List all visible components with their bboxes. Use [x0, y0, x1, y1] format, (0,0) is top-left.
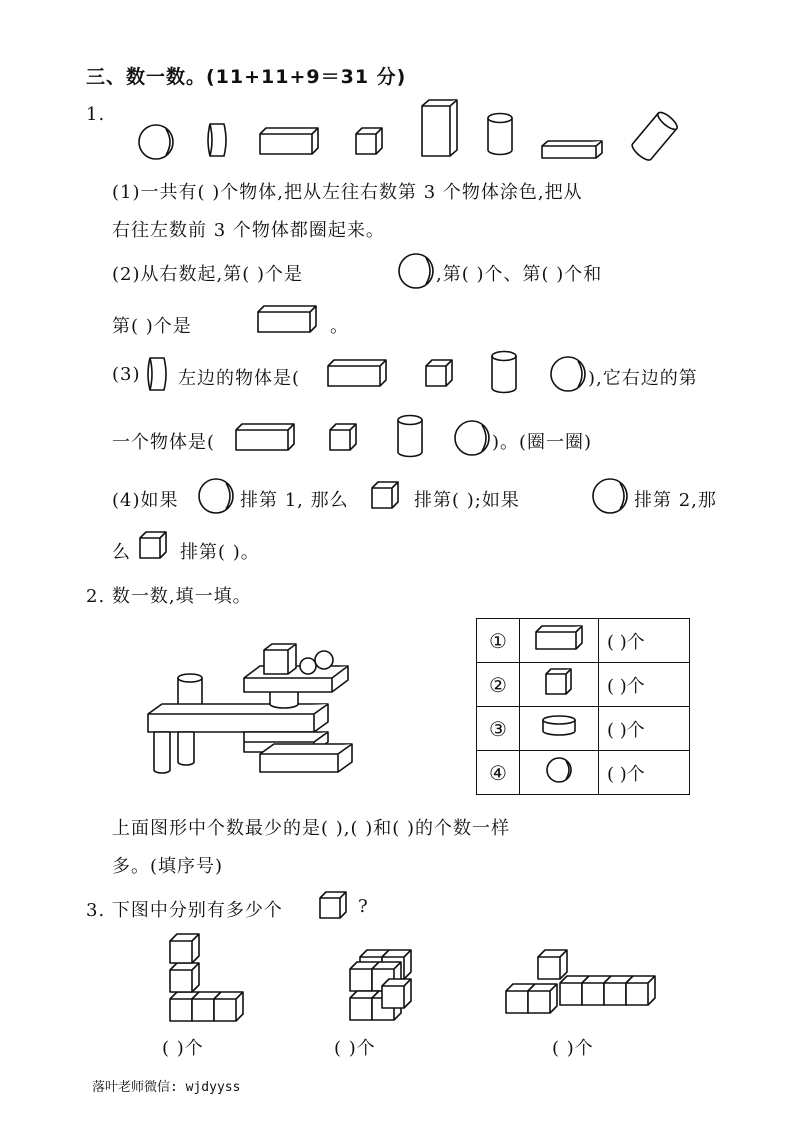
cube-stack-1	[170, 934, 260, 1024]
cylinder-icon	[486, 112, 518, 162]
footer-note: 落叶老师微信: wjdyyss	[92, 1080, 241, 1095]
count-blank[interactable]: ( )个	[599, 751, 690, 795]
q3-blank-1[interactable]: ( )个	[162, 1038, 204, 1059]
cylinder-icon	[396, 414, 428, 464]
q1-part4-a: (4)如果	[112, 490, 179, 511]
row-number: ③	[477, 707, 520, 751]
cube-icon	[424, 358, 458, 392]
thin-cylinder-icon	[206, 122, 232, 162]
table-row	[477, 751, 690, 795]
thin-cylinder-icon	[146, 356, 172, 396]
sphere-icon	[454, 420, 492, 458]
count-blank[interactable]: ( )个	[599, 707, 690, 751]
sphere-icon	[138, 124, 176, 162]
q1-part3-a: (3)	[112, 364, 141, 385]
q3-blank-2[interactable]: ( )个	[334, 1038, 376, 1059]
table-row	[477, 707, 690, 751]
q1-part1-line2: 右往左数前 3 个物体都圈起来。	[112, 220, 385, 241]
sphere-icon	[550, 356, 588, 394]
cuboid-icon	[534, 625, 584, 651]
question-3-title: 3. 下图中分别有多少个	[86, 900, 283, 921]
sphere-icon	[545, 756, 573, 784]
cube-icon	[328, 422, 362, 456]
q2-answer-line1: 上面图形中个数最少的是( ),( )和( )的个数一样	[112, 818, 511, 839]
count-blank[interactable]: ( )个	[599, 663, 690, 707]
question-1-number: 1.	[86, 104, 106, 125]
cuboid-icon	[256, 304, 322, 338]
cube-icon	[354, 126, 388, 160]
row-number: ②	[477, 663, 520, 707]
building-blocks-figure	[140, 636, 360, 786]
q1-part3-d: 一个物体是(	[112, 432, 216, 453]
cube-icon	[544, 667, 574, 697]
cube-stack-2	[350, 950, 440, 1030]
q1-part4-b: 排第 1, 那么	[240, 490, 349, 511]
tilted-cylinder-icon	[630, 110, 678, 164]
count-table	[476, 618, 690, 795]
sphere-icon	[198, 478, 236, 516]
cuboid-icon	[234, 422, 300, 456]
q1-part3-b: 左边的物体是(	[178, 368, 301, 389]
sphere-icon	[398, 253, 436, 291]
count-blank[interactable]: ( )个	[599, 619, 690, 663]
cube-icon	[138, 530, 172, 564]
q1-part2-a: (2)从右数起,第( )个是	[112, 264, 303, 285]
cube-stack-3	[506, 950, 656, 1020]
section-title: 三、数一数。(11+11+9＝31 分)	[86, 66, 407, 88]
q1-part4-d: 排第 2,那	[634, 490, 717, 511]
q2-answer-line2: 多。(填序号)	[112, 856, 224, 877]
q1-part3-c: ),它右边的第	[588, 368, 698, 389]
table-row	[477, 619, 690, 663]
cylinder-icon	[490, 350, 522, 400]
q1-part3-e: )。(圈一圈)	[492, 432, 593, 453]
q1-part2-c: 第( )个是	[112, 316, 192, 337]
q1-part4-e: 么	[112, 542, 131, 563]
sphere-icon	[592, 478, 630, 516]
q3-blank-3[interactable]: ( )个	[552, 1038, 594, 1059]
q1-part4-c: 排第( );如果	[414, 490, 520, 511]
flat-cuboid-icon	[540, 140, 606, 162]
cuboid-icon	[258, 126, 324, 160]
q1-part4-f: 排第( )。	[180, 542, 260, 563]
q1-part2-b: ,第( )个、第( )个和	[436, 264, 603, 285]
question-3-mark: ?	[358, 896, 369, 917]
cylinder-icon	[541, 715, 577, 737]
row-number: ④	[477, 751, 520, 795]
cuboid-icon	[326, 358, 392, 392]
q1-part2-d: 。	[330, 316, 349, 337]
cube-icon	[318, 890, 352, 924]
row-number: ①	[477, 619, 520, 663]
table-row	[477, 663, 690, 707]
cube-icon	[370, 480, 404, 514]
tall-cuboid-icon	[420, 98, 460, 160]
question-2-title: 2. 数一数,填一填。	[86, 586, 252, 607]
q1-part1-line1: (1)一共有( )个物体,把从左往右数第 3 个物体涂色,把从	[112, 182, 583, 203]
